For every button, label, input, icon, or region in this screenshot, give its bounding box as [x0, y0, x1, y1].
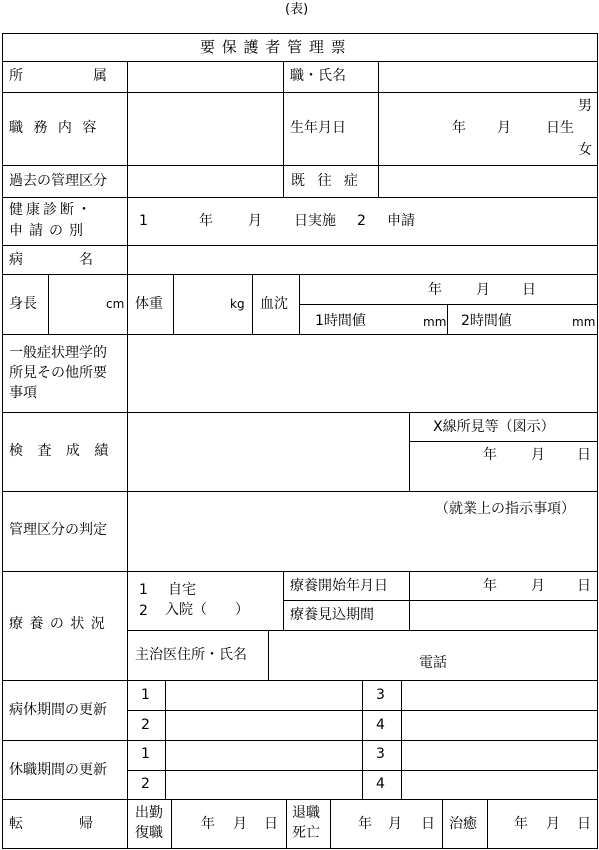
- exam-year: 年: [199, 213, 213, 229]
- esr-year: 年: [428, 282, 442, 298]
- treatment-v-line: [268, 630, 269, 681]
- treatment-start-label: 療養開始年月日: [290, 578, 388, 594]
- esr-hour2-unit: mm: [572, 315, 596, 329]
- frame-top: [2, 33, 598, 34]
- absence-n3: 3: [376, 746, 385, 762]
- findings-label: 一般症状理学的: [9, 345, 107, 361]
- treatment-line: [283, 600, 598, 601]
- doctor-label: 主治医住所・氏名: [135, 647, 247, 663]
- exam-day-impl: 日実施: [294, 213, 336, 229]
- cured-month: 月: [546, 816, 560, 832]
- vitals-line: [173, 274, 174, 335]
- work-day: 日: [264, 816, 278, 832]
- esr-day: 日: [522, 282, 536, 298]
- disease-label: 病 名: [9, 252, 93, 268]
- mid-col-line: [283, 61, 284, 198]
- weight-unit: kg: [230, 297, 245, 311]
- treatment-v-line: [283, 571, 284, 631]
- sick-leave-n2: 2: [141, 717, 150, 733]
- outcome-line: [171, 799, 172, 849]
- height-unit: cm: [106, 297, 125, 311]
- form-caption: (表): [285, 2, 309, 17]
- sick-leave-n3: 3: [376, 687, 385, 703]
- esr-hour2: 2時間値: [461, 313, 512, 329]
- row-line: [2, 491, 598, 492]
- sick-leave-n1: 1: [141, 687, 150, 703]
- position-name-label: 職・氏名: [290, 68, 346, 84]
- work-label: 出勤: [135, 805, 163, 821]
- retire-label: 死亡: [292, 825, 320, 841]
- duties-label: 職 務 内 容: [9, 120, 100, 136]
- frame-left: [2, 33, 3, 849]
- xray-label: X線所見等（図示）: [433, 419, 555, 435]
- row-line: [2, 197, 598, 198]
- xray-year: 年: [483, 447, 497, 463]
- row-line: [2, 571, 598, 572]
- past-category-label: 過去の管理区分: [9, 173, 107, 189]
- home-label: 自宅: [168, 582, 196, 598]
- leave-line: [401, 680, 402, 800]
- outcome-line: [487, 799, 488, 849]
- treatment-line: [127, 630, 598, 631]
- cured-year: 年: [514, 816, 528, 832]
- retire-label: 退職: [292, 805, 320, 821]
- cured-day: 日: [577, 816, 591, 832]
- label-col-line: [127, 61, 128, 274]
- esr-date-line: [299, 304, 598, 305]
- vitals-line: [48, 274, 49, 335]
- row-line: [2, 334, 598, 335]
- treatment-outlook-label: 療養見込期間: [290, 607, 374, 623]
- birth-month: 月: [497, 120, 511, 136]
- sick-leave-n4: 4: [376, 717, 385, 733]
- vitals-line: [447, 304, 448, 335]
- judgment-note: （就業上の指示事項）: [435, 501, 575, 517]
- absence-n4: 4: [376, 776, 385, 792]
- leave-line: [165, 680, 166, 800]
- xray-date-line: [409, 441, 598, 442]
- row-line: [2, 412, 598, 413]
- vitals-line: [299, 274, 300, 335]
- outcome-line: [330, 799, 331, 849]
- weight-label: 体重: [135, 296, 163, 312]
- work-month: 月: [233, 816, 247, 832]
- tests-line: [409, 412, 410, 492]
- row-line: [2, 61, 598, 62]
- exam-opt2-num: 2: [357, 213, 366, 229]
- birth-day-suffix: 日生: [546, 120, 574, 136]
- mid-col-line: [378, 61, 379, 198]
- birth-label: 生年月日: [290, 120, 346, 136]
- sex-female: 女: [578, 142, 592, 158]
- phone-label: 電話: [419, 655, 447, 671]
- findings-label: 事項: [9, 385, 37, 401]
- row-line: [2, 245, 598, 246]
- absence-n1: 1: [141, 746, 150, 762]
- outcome-line: [286, 799, 287, 849]
- exam-type-label: 申請の別: [9, 223, 89, 239]
- height-label: 身長: [9, 296, 37, 312]
- xray-month: 月: [531, 447, 545, 463]
- exam-type-label: 健康診断・: [9, 202, 94, 218]
- judgment-label: 管理区分の判定: [9, 522, 107, 538]
- sex-male: 男: [578, 98, 592, 114]
- treatment-v-line: [409, 571, 410, 631]
- retire-month: 月: [388, 816, 402, 832]
- leave-line: [362, 680, 363, 800]
- treatment-start-day: 日: [577, 578, 591, 594]
- cured-label: 治癒: [449, 816, 477, 832]
- work-label: 復職: [135, 825, 163, 841]
- affiliation-label: 所 属: [9, 68, 107, 84]
- esr-month: 月: [476, 282, 490, 298]
- exam-month: 月: [248, 213, 262, 229]
- row-line: [2, 92, 598, 93]
- form-title: 要 保 護 者 管 理 票: [200, 38, 347, 56]
- hosp-label: 入院（ ）: [165, 602, 249, 618]
- tests-label: 検 査 成 績: [9, 443, 114, 459]
- retire-year: 年: [358, 816, 372, 832]
- xray-day: 日: [577, 447, 591, 463]
- treatment-start-month: 月: [531, 578, 545, 594]
- retire-day: 日: [421, 816, 435, 832]
- esr-hour1: 1時間値: [315, 313, 366, 329]
- exam-opt1-num: 1: [139, 213, 148, 229]
- treatment-label: 療 養 の 状 況: [9, 616, 106, 632]
- esr-hour1-unit: mm: [423, 315, 447, 329]
- findings-label: 所見その他所要: [9, 365, 107, 381]
- absence-n2: 2: [141, 776, 150, 792]
- outcome-label: 転 帰: [9, 816, 93, 832]
- row-line: [2, 680, 598, 681]
- home-num: 1: [139, 582, 148, 598]
- exam-opt2: 申請: [387, 213, 415, 229]
- history-label: 既 往 症: [291, 173, 362, 189]
- outcome-line: [442, 799, 443, 849]
- esr-label: 血沈: [260, 296, 288, 312]
- row-line: [2, 799, 598, 800]
- row-line: [2, 740, 598, 741]
- row-line: [2, 274, 598, 275]
- birth-year: 年: [452, 120, 466, 136]
- row-line: [2, 165, 598, 166]
- work-year: 年: [201, 816, 215, 832]
- hosp-num: 2: [139, 603, 148, 619]
- vitals-line: [252, 274, 253, 335]
- frame-bottom: [2, 848, 598, 849]
- sick-leave-label: 病休期間の更新: [9, 702, 107, 718]
- label-col-line: [127, 274, 128, 849]
- absence-label: 休職期間の更新: [9, 762, 107, 778]
- treatment-start-year: 年: [483, 578, 497, 594]
